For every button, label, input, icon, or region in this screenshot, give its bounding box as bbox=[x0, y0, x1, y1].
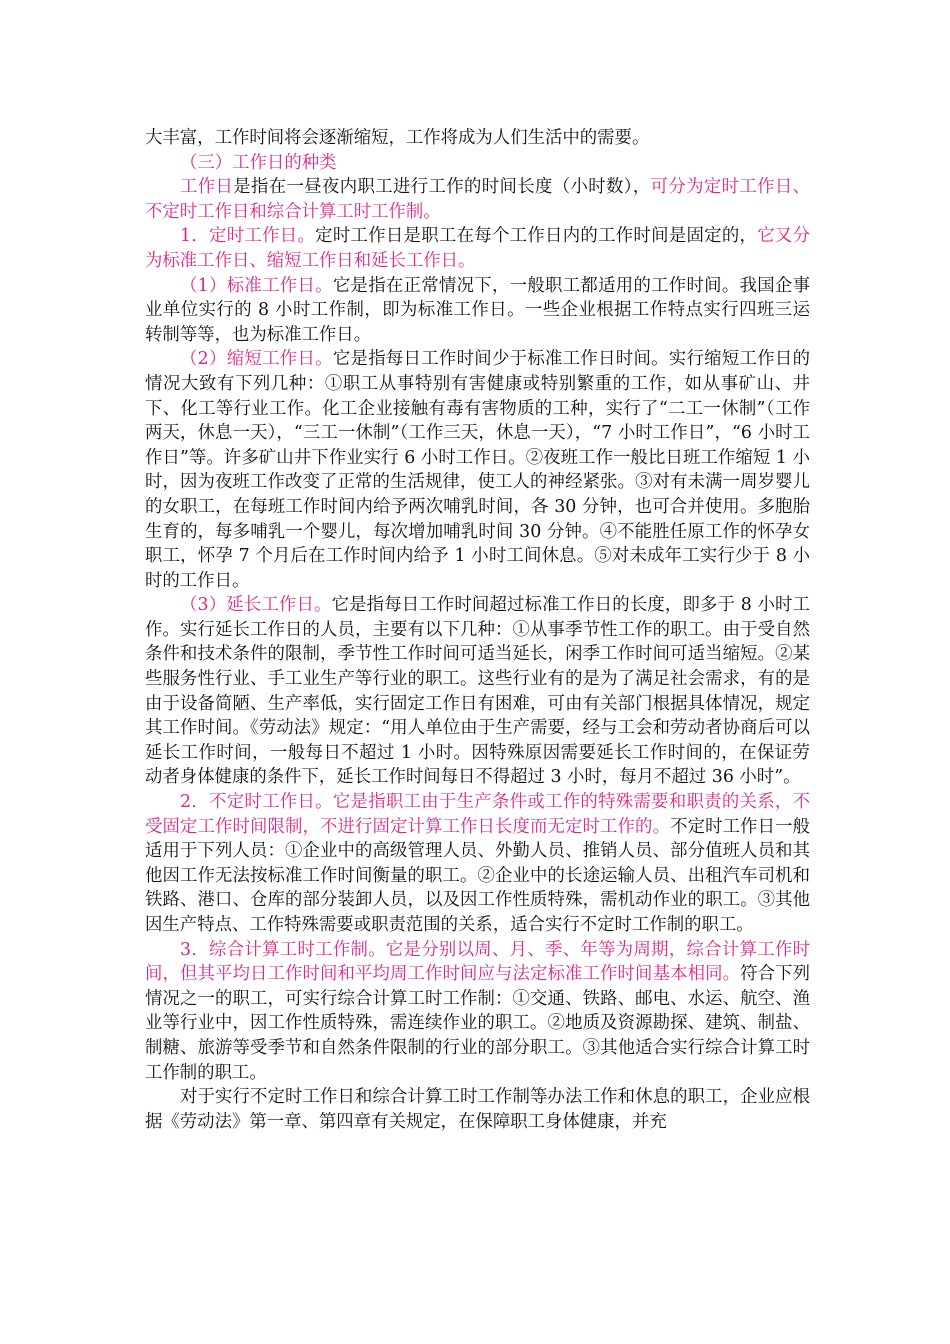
body-text: 它是指每日工作时间少于标准工作日时间。实行缩短工作日的情况大致有下列几种：①职工从事特别有害健康或特别繁重的工作，如从事矿山、井下、化工等行业工作。化工企业接触有毒有害物质的工种，实行了“二工一休制”（工作两天，休息一天），“三工一休制”（工作三天，休息一天），“7 小时工作日”，“6 小时工作日”等。许多矿山井下作业实行 6 小时工作日。②夜班工作一般比日班工作缩短 1 小时，因为夜班工作改变了正常的生活规律，使工人的神经紧张。③对有未满一周岁婴儿的女职工，在每班工作时间内给予两次哺乳时间，各 30 分钟，也可合并使用。多胞胎生育的，每多哺乳一个婴儿，每次增加哺乳时间 30 分钟。④不能胜任原工作的怀孕女职工，怀孕 7 个月后在工作时间内给予 1 小时工间休息。⑤对未成年工实行少于 8 小时的工作日。 bbox=[145, 349, 810, 591]
paragraph bbox=[145, 790, 810, 938]
highlighted-text: 工作日 bbox=[180, 177, 234, 198]
body-text: 不定时工作日一般适用于下列人员：①企业中的高级管理人员、外勤人员、推销人员、部分值班人员和其他因工作无法按标准工作时间衡量的职工。②企业中的长途运输人员、出租汽车司机和铁路、港口、仓库的部分装卸人员，以及因工作性质特殊，需机动作业的职工。③其他因生产特点、工作特殊需要或职责范围的关系，适合实行不定时工作制的职工。 bbox=[145, 816, 810, 935]
highlighted-text: （1）标准工作日。 bbox=[180, 275, 333, 296]
section-heading bbox=[145, 151, 810, 176]
paragraph bbox=[145, 347, 810, 593]
highlighted-text: 可分为定时工作日、不定时工作日和综合计算工时工作制。 bbox=[145, 177, 810, 222]
highlighted-text: （三）工作日的种类 bbox=[180, 152, 337, 173]
paragraph bbox=[145, 175, 810, 224]
paragraph bbox=[145, 938, 810, 1086]
body-text: 是指在一昼夜内职工进行工作的时间长度（小时数）， bbox=[233, 177, 651, 198]
highlighted-text: 1．定时工作日。 bbox=[180, 226, 316, 247]
highlighted-text: 它又分为标准工作日、缩短工作日和延长工作日。 bbox=[145, 226, 810, 271]
paragraph bbox=[145, 224, 810, 273]
highlighted-text: （2）缩短工作日。 bbox=[180, 349, 333, 370]
paragraph bbox=[145, 1085, 810, 1134]
body-text: 它是指每日工作时间超过标准工作日的长度，即多于 8 小时工作。实行延长工作日的人员，主要有以下几种：①从事季节性工作的职工。由于受自然条件和技术条件的限制，季节性工作时间可适当延长，闲季工作时间可适当缩短。②某些服务性行业、手工业生产等行业的职工。这些行业有的是为了满足社会需求，有的是由于设备简陋、生产率低，实行固定工作日有困难，可由有关部门根据具体情况，规定其工作时间。《劳动法》规定：“用人单位由于生产需要，经与工会和劳动者协商后可以延长工作时间，一般每日不超过 1 小时。因特殊原因需要延长工作时间的，在保证劳动者身体健康的条件下，延长工作时间每日不得超过 3 小时，每月不超过 36 小时”。 bbox=[145, 595, 810, 788]
highlighted-text: （3）延长工作日。 bbox=[180, 595, 332, 616]
highlighted-text: 3．综合计算工时工作制。它是分别以周、月、季、年等为周期，综合计算工作时间，但其平均日工作时间和平均周工作时间应与法定标准工作时间基本相同。 bbox=[145, 939, 810, 985]
paragraph bbox=[145, 126, 810, 151]
highlighted-text: 2．不定时工作日。它是指职工由于生产条件或工作的特殊需要和职责的关系，不受固定工作时间限制，不进行固定计算工作日长度而无定时工作的。 bbox=[145, 792, 810, 837]
paragraph bbox=[145, 593, 810, 790]
body-text: 符合下列情况之一的职工，可实行综合计算工时工作制：①交通、铁路、邮电、水运、航空、渔业等行业中，因工作性质特殊，需连续作业的职工。②地质及资源勘探、建筑、制盐、制糖、旅游等受季节和自然条件限制的行业的部分职工。③其他适合实行综合计算工时工作制的职工。 bbox=[145, 964, 810, 1083]
body-text: 它是指在正常情况下，一般职工都适用的工作时间。我国企事业单位实行的 8 小时工作制，即为标准工作日。一些企业根据工作特点实行四班三运转制等等，也为标准工作日。 bbox=[145, 275, 810, 345]
body-text: 对于实行不定时工作日和综合计算工时工作制等办法工作和休息的职工，企业应根据《劳动法》第一章、第四章有关规定，在保障职工身体健康，并充 bbox=[145, 1087, 810, 1132]
paragraph bbox=[145, 274, 810, 348]
body-text: 大丰富，工作时间将会逐渐缩短，工作将成为人们生活中的需要。 bbox=[145, 128, 650, 148]
document-body bbox=[145, 126, 810, 1134]
body-text: 定时工作日是职工在每个工作日内的工作时间是固定的， bbox=[315, 226, 758, 247]
